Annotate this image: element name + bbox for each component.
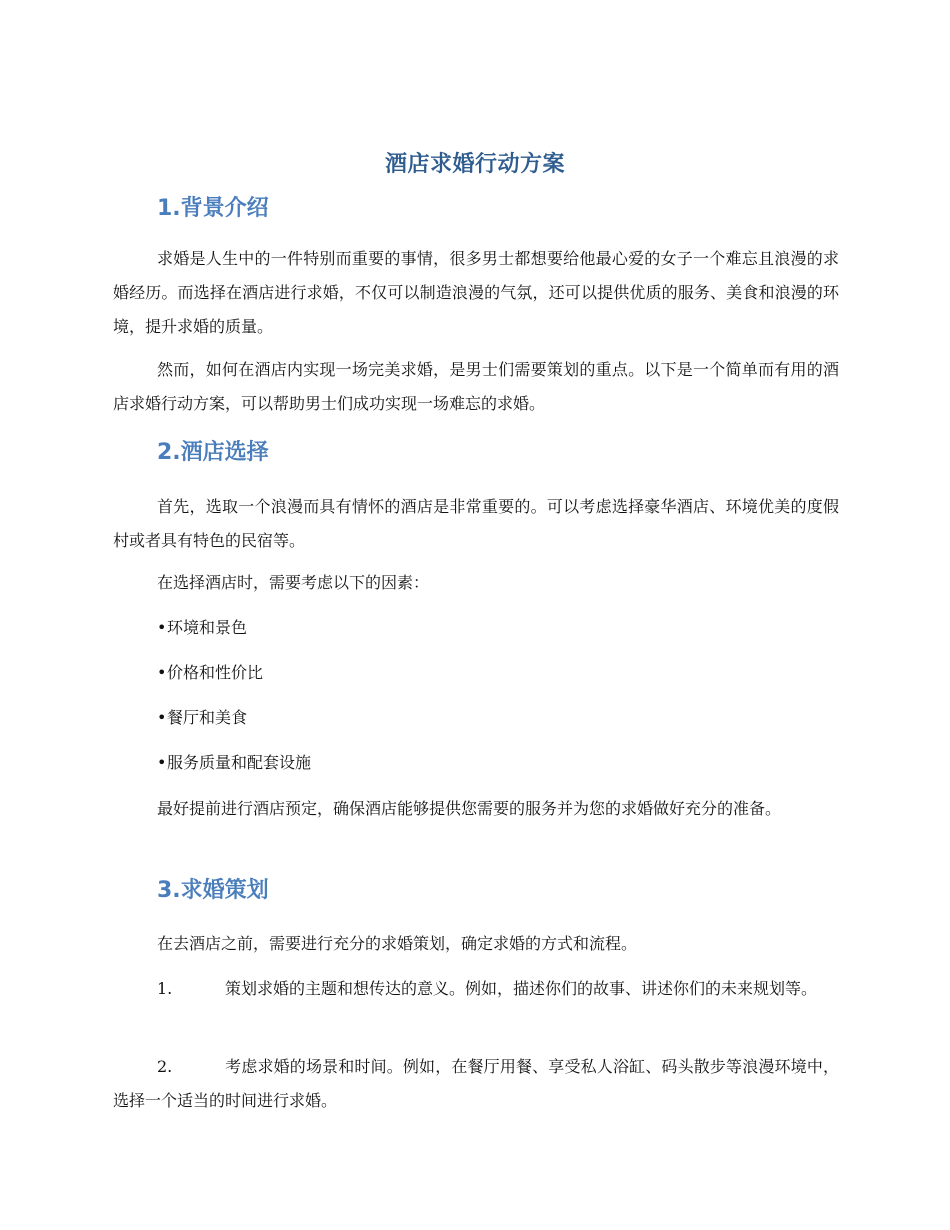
paragraph-hotel-booking: 最好提前进行酒店预定，确保酒店能够提供您需要的服务并为您的求婚做好充分的准备。 xyxy=(157,799,782,818)
list-item-text: 服务质量和配套设施 xyxy=(167,753,312,772)
list-item xyxy=(157,746,311,780)
list-item-text: 餐厅和美食 xyxy=(167,708,248,727)
section-heading-hotel-selection: 2.酒店选择 xyxy=(157,440,269,465)
paragraph-hotel-choice: 首先，选取一个浪漫而具有情怀的酒店是非常重要的。可以考虑选择豪华酒店、环境优美的度假村或者具有特色的民宿等。 xyxy=(113,497,839,550)
paragraph-background-intro: 求婚是人生中的一件特别而重要的事情，很多男士都想要给他最心爱的女子一个难忘且浪漫的求婚经历。而选择在酒店进行求婚，不仅可以制造浪漫的气氛，还可以提供优质的服务、美食和浪漫的环境，提升求婚的质量。 xyxy=(113,249,839,336)
list-item-text: 环境和景色 xyxy=(167,618,248,637)
bullet-marker: • xyxy=(157,663,167,682)
numbered-item-number: 2. xyxy=(157,1057,173,1076)
list-item xyxy=(157,656,263,690)
numbered-item-text: 考虑求婚的场景和时间。例如，在餐厅用餐、享受私人浴缸、码头散步等浪漫环境中，选择一个适当的时间进行求婚。 xyxy=(113,1057,839,1110)
bullet-marker: • xyxy=(157,708,167,727)
list-item-text: 价格和性价比 xyxy=(167,663,264,682)
numbered-item xyxy=(113,1050,839,1118)
numbered-item-number: 1. xyxy=(157,979,173,998)
numbered-item-text: 策划求婚的主题和想传达的意义。例如，描述你们的故事、讲述你们的未来规划等。 xyxy=(225,979,818,998)
paragraph-hotel-factors: 在选择酒店时，需要考虑以下的因素： xyxy=(157,573,430,592)
numbered-item xyxy=(113,972,839,1006)
paragraph-planning-intro: 在去酒店之前，需要进行充分的求婚策划，确定求婚的方式和流程。 xyxy=(157,934,638,953)
document-title: 酒店求婚行动方案 xyxy=(384,152,565,177)
section-heading-proposal-planning: 3.求婚策划 xyxy=(157,878,269,903)
bullet-marker: • xyxy=(157,618,167,637)
list-item xyxy=(157,611,247,645)
list-item xyxy=(157,701,247,735)
bullet-marker: • xyxy=(157,753,167,772)
section-heading-background: 1.背景介绍 xyxy=(157,196,269,221)
paragraph-background-plan: 然而，如何在酒店内实现一场完美求婚，是男士们需要策划的重点。以下是一个简单而有用的酒店求婚行动方案，可以帮助男士们成功实现一场难忘的求婚。 xyxy=(113,360,839,413)
